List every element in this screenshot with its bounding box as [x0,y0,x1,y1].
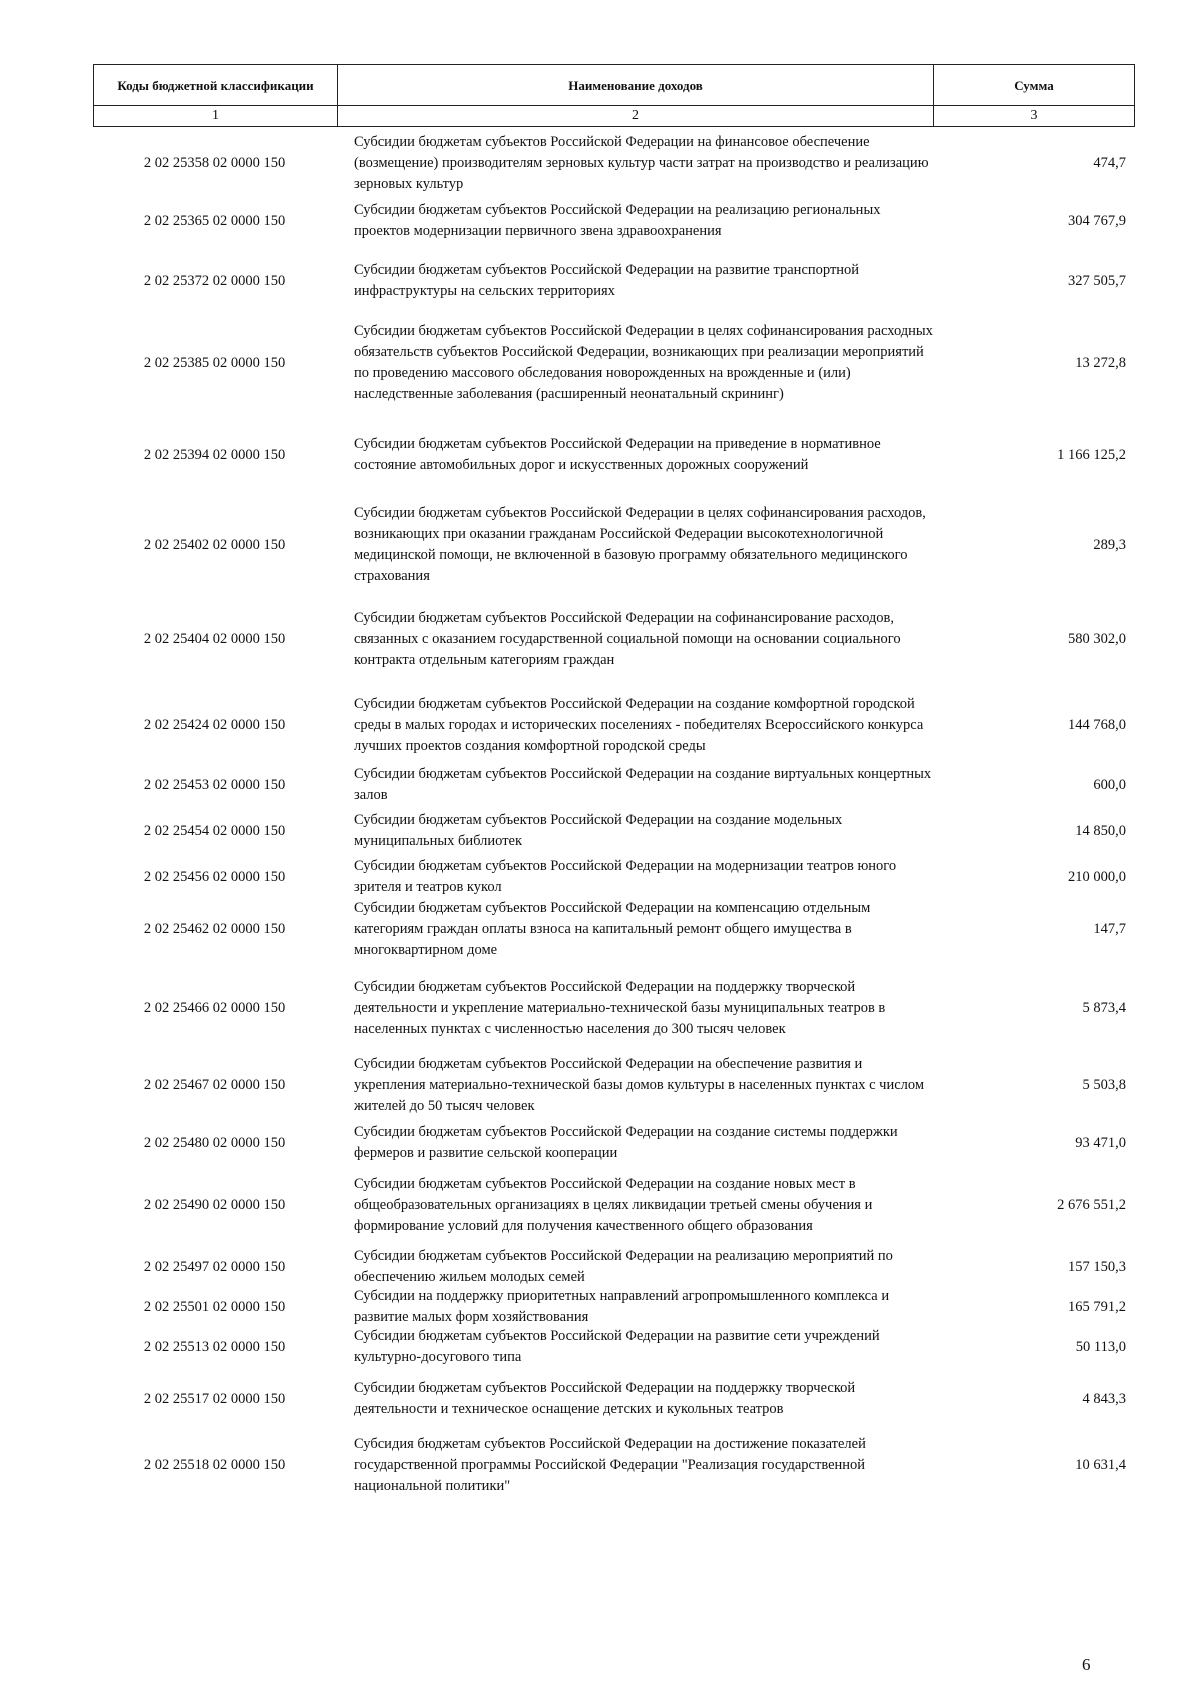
table-row [93,1123,1134,1163]
budget-code: 2 02 25490 02 0000 150 [143,1196,286,1213]
table-row [93,1055,1134,1115]
amount: 304 767,9 [1068,212,1126,229]
amount: 474,7 [1093,154,1126,171]
table-row [93,687,1134,763]
table-row [93,811,1134,851]
table-row [93,765,1134,805]
income-name: Субсидия бюджетам субъектов Российской Федерации на достижение показателей государственной программы Российской Федерации "Реализация государственной национальной политики" [354,1435,866,1494]
amount: 5 873,4 [1082,999,1126,1016]
budget-code: 2 02 25456 02 0000 150 [143,868,286,885]
budget-code: 2 02 25358 02 0000 150 [143,154,286,171]
income-name: Субсидии бюджетам субъектов Российской Федерации на создание комфортной городской среды в малых городах и исторических поселениях - победителях Всероссийского конкурса лучших проектов создания комфортной городской среды [354,695,924,754]
budget-code: 2 02 25394 02 0000 150 [143,446,286,463]
table-row [93,969,1134,1047]
amount: 14 850,0 [1075,822,1126,839]
page-number: 6 [1082,1655,1091,1674]
budget-code: 2 02 25480 02 0000 150 [143,1134,286,1151]
amount: 147,7 [1093,920,1126,937]
header-col-number: 3 [934,106,1135,127]
amount: 600,0 [1093,776,1126,793]
amount: 2 676 551,2 [1057,1196,1126,1213]
income-name: Субсидии бюджетам субъектов Российской Федерации на создание новых мест в общеобразовательных организациях в целях ликвидации третьей смены обучения и формирование условий для получения качественного общего образования [354,1175,873,1234]
income-name: Субсидии бюджетам субъектов Российской Федерации на софинансирование расходов, связанных с оказанием государственной социальной помощи на основании социального контракта отдельным категориям граждан [354,609,901,668]
budget-code: 2 02 25372 02 0000 150 [143,272,286,289]
amount: 144 768,0 [1068,716,1126,733]
table-row [93,199,1134,243]
amount: 13 272,8 [1075,354,1126,371]
amount: 50 113,0 [1075,1338,1126,1355]
income-name: Субсидии на поддержку приоритетных направлений агропромышленного комплекса и развитие малых форм хозяйствования [354,1288,890,1325]
table-row [93,313,1134,413]
income-name: Субсидии бюджетам субъектов Российской Федерации на реализацию мероприятий по обеспечению жильем молодых семей [354,1248,893,1285]
budget-code: 2 02 25497 02 0000 150 [143,1258,286,1275]
budget-code: 2 02 25385 02 0000 150 [143,354,286,371]
table-row [93,1249,1134,1285]
header-col-number: 1 [94,106,338,127]
amount: 165 791,2 [1068,1298,1126,1315]
amount: 157 150,3 [1068,1258,1126,1275]
budget-code: 2 02 25462 02 0000 150 [143,920,286,937]
income-name: Субсидии бюджетам субъектов Российской Федерации на поддержку творческой деятельности и техническое оснащение детских и кукольных театров [354,1380,856,1417]
amount: 210 000,0 [1068,868,1126,885]
header-amount: Сумма [934,65,1135,106]
table-row [93,501,1134,589]
income-name: Субсидии бюджетам субъектов Российской Федерации в целях софинансирования расходных обязательств субъектов Российской Федерации, возникающих при реализации мероприятий по проведению массового обследования новорожденных на врожденные и (или) наследственные заболевания (расширенный неонатальный скрининг) [354,323,933,402]
budget-code: 2 02 25513 02 0000 150 [143,1338,286,1355]
table-row [93,423,1134,487]
table-row [93,133,1134,193]
budget-code: 2 02 25454 02 0000 150 [143,822,286,839]
budget-code: 2 02 25424 02 0000 150 [143,716,286,733]
table-row [93,1329,1134,1365]
table-row [93,857,1134,897]
income-name: Субсидии бюджетам субъектов Российской Федерации на создание системы поддержки фермеров и развитие сельской кооперации [354,1124,898,1161]
table-row [93,1435,1134,1495]
table-row [93,601,1134,677]
budget-code: 2 02 25404 02 0000 150 [143,630,286,647]
amount: 327 505,7 [1068,272,1126,289]
income-name: Субсидии бюджетам субъектов Российской Федерации на поддержку творческой деятельности и укрепление материально-технической базы муниципальных театров в населенных пунктах с численностью населения до 300 тысяч человек [354,978,886,1037]
income-name: Субсидии бюджетам субъектов Российской Федерации на создание модельных муниципальных библиотек [354,812,843,849]
income-name: Субсидии бюджетам субъектов Российской Федерации на развитие транспортной инфраструктуры на сельских территориях [354,262,860,299]
header-income-name: Наименование доходов [338,65,934,106]
income-name: Субсидии бюджетам субъектов Российской Федерации на развитие сети учреждений культурно-досугового типа [354,1328,880,1365]
income-name: Субсидии бюджетам субъектов Российской Федерации на компенсацию отдельным категориям граждан оплаты взноса на капитальный ремонт общего имущества в многоквартирном доме [354,899,871,958]
income-name: Субсидии бюджетам субъектов Российской Федерации в целях софинансирования расходов, возникающих при оказании гражданам Российской Федерации высокотехнологичной медицинской помощи, не включенной в базовую программу обязательного медицинского страхования [354,505,926,584]
table-header [93,64,1135,127]
table-row [93,1167,1134,1243]
amount: 1 166 125,2 [1057,446,1126,463]
amount: 5 503,8 [1082,1076,1126,1093]
amount: 580 302,0 [1068,630,1126,647]
amount: 4 843,3 [1082,1390,1126,1407]
income-name: Субсидии бюджетам субъектов Российской Федерации на обеспечение развития и укрепления материально-технической базы домов культуры в населенных пунктах с числом жителей до 50 тысяч человек [354,1055,925,1114]
table-row [93,1371,1134,1427]
header-budget-codes: Коды бюджетной классификации [94,65,338,106]
income-name: Субсидии бюджетам субъектов Российской Федерации на приведение в нормативное состояние автомобильных дорог и искусственных дорожных сооружений [354,436,881,473]
budget-code: 2 02 25467 02 0000 150 [143,1076,286,1093]
budget-code: 2 02 25518 02 0000 150 [143,1456,286,1473]
amount: 10 631,4 [1075,1456,1126,1473]
budget-code: 2 02 25466 02 0000 150 [143,999,286,1016]
table-row [93,1289,1134,1325]
budget-code: 2 02 25365 02 0000 150 [143,212,286,229]
budget-code: 2 02 25501 02 0000 150 [143,1298,286,1315]
amount: 289,3 [1093,536,1126,553]
budget-code: 2 02 25517 02 0000 150 [143,1390,286,1407]
budget-code: 2 02 25402 02 0000 150 [143,536,286,553]
table-row [93,259,1134,303]
income-name: Субсидии бюджетам субъектов Российской Федерации на финансовое обеспечение (возмещение) производителям зерновых культур части затрат на производство и реализацию зерновых культур [354,133,929,192]
income-name: Субсидии бюджетам субъектов Российской Федерации на модернизации театров юного зрителя и театров кукол [354,858,897,895]
amount: 93 471,0 [1075,1134,1126,1151]
table-row [93,901,1134,957]
header-col-number: 2 [338,106,934,127]
income-name: Субсидии бюджетам субъектов Российской Федерации на реализацию региональных проектов модернизации первичного звена здравоохранения [354,202,881,239]
budget-code: 2 02 25453 02 0000 150 [143,776,286,793]
income-name: Субсидии бюджетам субъектов Российской Федерации на создание виртуальных концертных залов [354,766,932,803]
